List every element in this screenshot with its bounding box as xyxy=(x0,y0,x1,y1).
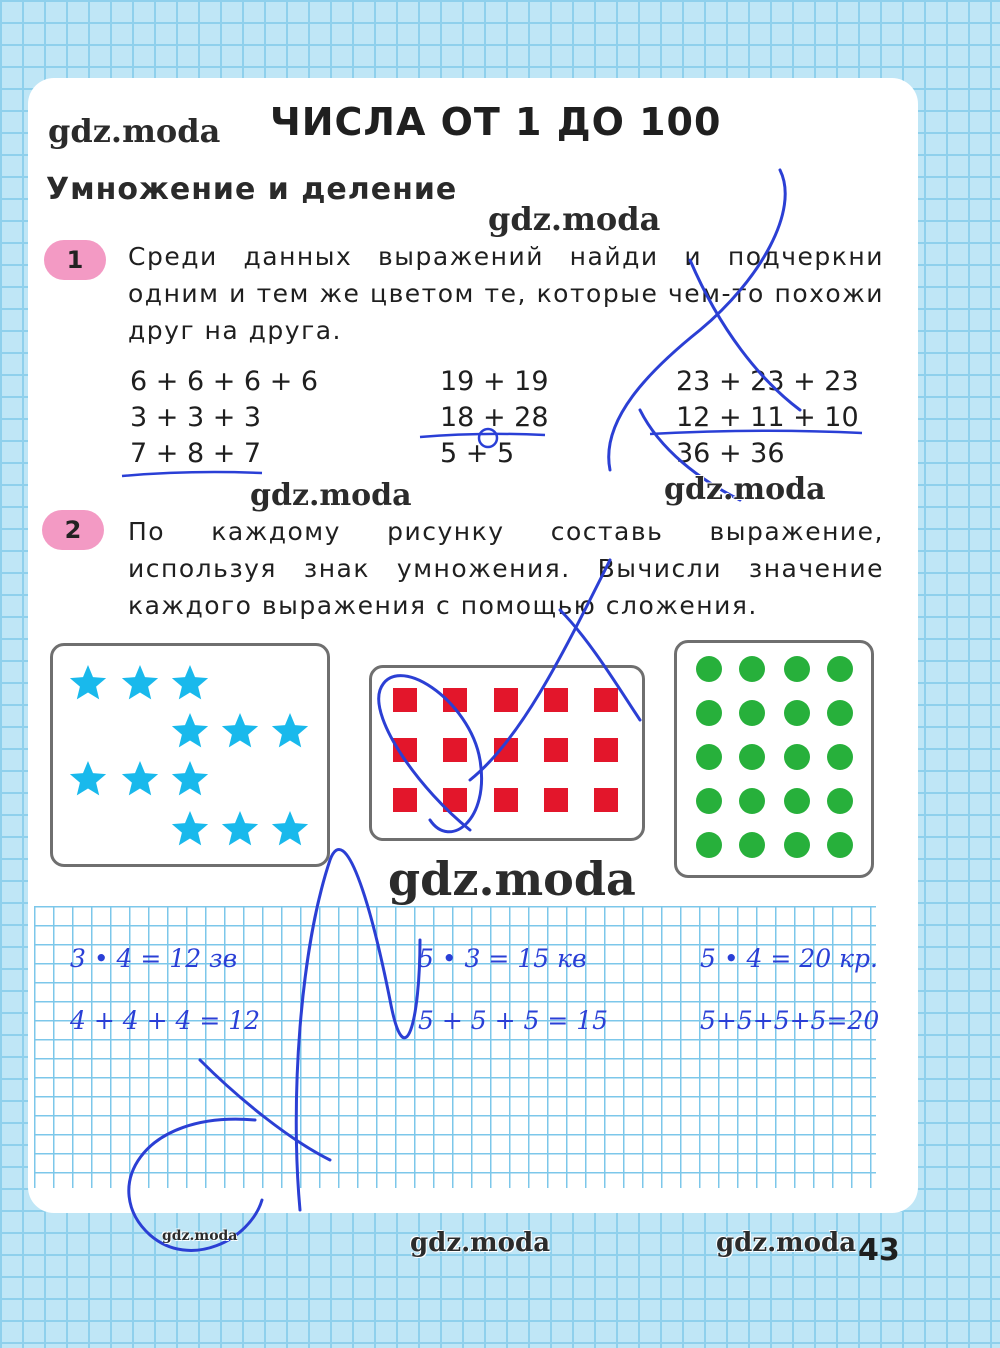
expression: 23 + 23 + 23 xyxy=(676,366,859,397)
page-title: ЧИСЛА ОТ 1 ДО 100 xyxy=(270,100,722,144)
task-1-text: Среди данных выражений найди и подчеркни одним и тем же цветом те, которые чем-то похожи друг на друга. xyxy=(128,242,884,345)
answer-line-2-dots: 5+5+5+5=20 xyxy=(700,1006,880,1035)
watermark: gdz.moda xyxy=(162,1228,238,1244)
expression: 18 + 28 xyxy=(440,402,549,433)
answer-line-1-stars: 3 • 4 = 12 зв xyxy=(70,944,238,973)
watermark: gdz.moda xyxy=(664,472,826,507)
watermark: gdz.moda xyxy=(488,200,661,238)
expression: 36 + 36 xyxy=(676,438,785,469)
expression: 3 + 3 + 3 xyxy=(130,402,262,433)
section-subtitle: Умножение и деление xyxy=(46,172,458,207)
watermark: gdz.moda xyxy=(410,1228,551,1258)
stars-picture xyxy=(50,643,330,867)
task-2-text: По каждому рисунку составь выражение, используя знак умножения. Вычисли значение каждого выражения с помощью сложения. xyxy=(128,517,884,620)
task-1-badge: 1 xyxy=(44,240,106,280)
dots-picture xyxy=(674,640,874,878)
watermark: gdz.moda xyxy=(250,478,412,513)
watermark: gdz.moda xyxy=(716,1228,857,1258)
watermark: gdz.moda xyxy=(48,112,221,150)
expression: 5 + 5 xyxy=(440,438,515,469)
task-2-badge: 2 xyxy=(42,510,104,550)
page-number: 43 xyxy=(858,1233,900,1268)
answer-line-2-squares: 5 + 5 + 5 = 15 xyxy=(418,1006,609,1035)
answer-line-1-squares: 5 • 3 = 15 кв xyxy=(418,944,587,973)
answer-line-2-stars: 4 + 4 + 4 = 12 xyxy=(70,1006,261,1035)
squares-picture xyxy=(369,665,645,841)
expression: 7 + 8 + 7 xyxy=(130,438,262,469)
watermark: gdz.moda xyxy=(388,852,636,906)
expression: 6 + 6 + 6 + 6 xyxy=(130,366,319,397)
answer-line-1-dots: 5 • 4 = 20 кр. xyxy=(700,944,878,973)
expression: 12 + 11 + 10 xyxy=(676,402,859,433)
expression: 19 + 19 xyxy=(440,366,549,397)
